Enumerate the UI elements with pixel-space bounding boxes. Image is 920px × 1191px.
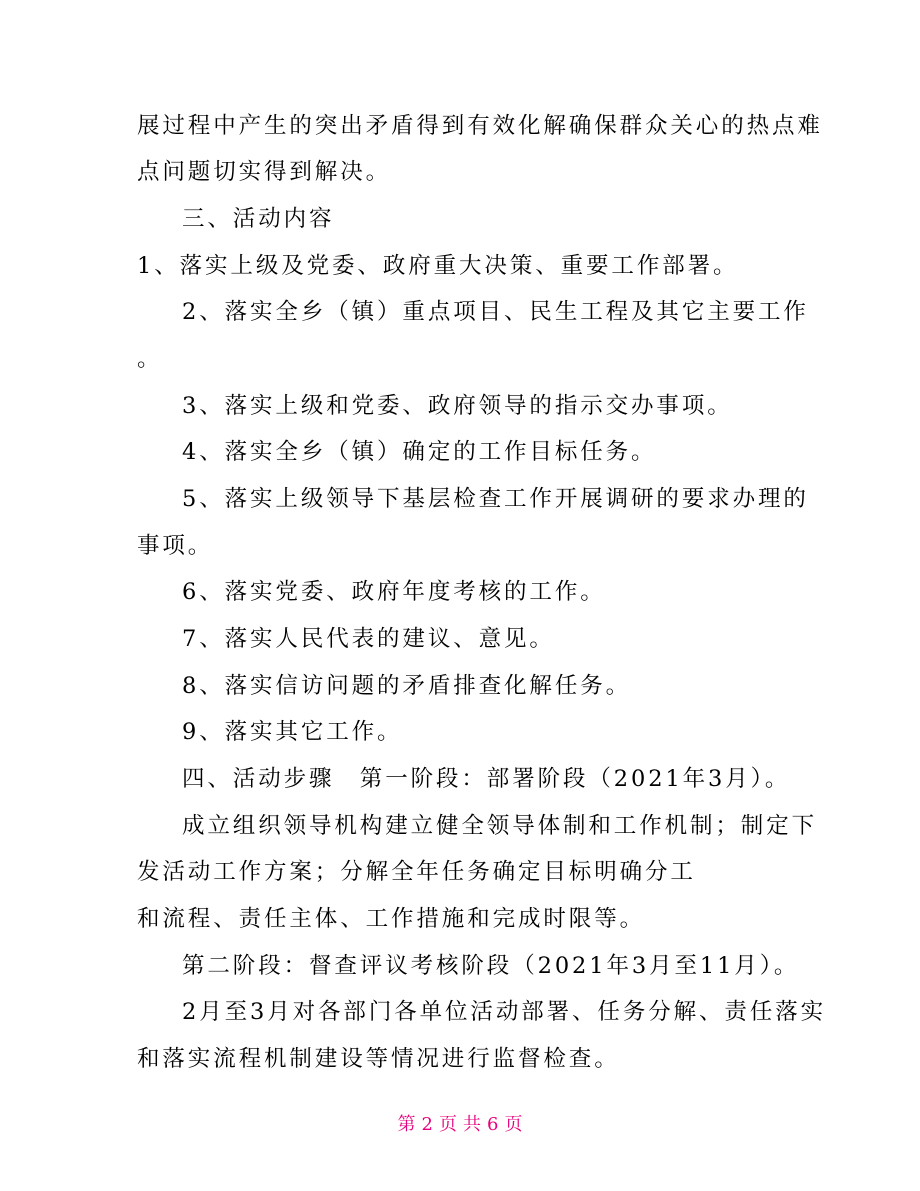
paragraph-line: 事项。 bbox=[137, 533, 214, 559]
paragraph-line: 第二阶段：督查评议考核阶段（2021年3月至11月）。 bbox=[182, 953, 800, 979]
paragraph-line: 。 bbox=[137, 346, 163, 372]
section-heading: 三、活动内容 bbox=[182, 206, 335, 232]
paragraph-line: 2月至3月对各部门各单位活动部署、任务分解、责任落实 bbox=[182, 999, 827, 1025]
section-heading: 四、活动步骤 第一阶段：部署阶段（2021年3月）。 bbox=[182, 766, 791, 792]
paragraph-line: 成立组织领导机构建立健全领导体制和工作机制；制定下 bbox=[182, 813, 818, 839]
footer-total-prefix: 共 bbox=[463, 1114, 481, 1135]
paragraph-line: 和流程、责任主体、工作措施和完成时限等。 bbox=[137, 906, 646, 932]
paragraph-line: 发活动工作方案；分解全年任务确定目标明确分工 bbox=[137, 859, 696, 885]
list-item: 6、落实党委、政府年度考核的工作。 bbox=[182, 579, 606, 605]
list-item: 2、落实全乡（镇）重点项目、民生工程及其它主要工作 bbox=[182, 299, 809, 325]
footer-page-label: 页 bbox=[439, 1114, 457, 1135]
list-item: 5、落实上级领导下基层检查工作开展调研的要求办理的 bbox=[182, 486, 809, 512]
footer-current-page: 2 bbox=[421, 1114, 433, 1135]
list-item: 9、落实其它工作。 bbox=[182, 719, 403, 745]
list-item: 8、落实信访问题的矛盾排查化解任务。 bbox=[182, 673, 632, 699]
paragraph-line: 展过程中产生的突出矛盾得到有效化解确保群众关心的热点难 bbox=[137, 113, 823, 139]
list-item: 3、落实上级和党委、政府领导的指示交办事项。 bbox=[182, 393, 733, 419]
paragraph-line: 点问题切实得到解决。 bbox=[137, 159, 392, 185]
list-item: 4、落实全乡（镇）确定的工作目标任务。 bbox=[182, 439, 657, 465]
page-footer bbox=[0, 1110, 920, 1136]
list-item: 1、落实上级及党委、政府重大决策、重要工作部署。 bbox=[137, 253, 739, 279]
footer-total-pages: 6 bbox=[487, 1114, 499, 1135]
paragraph-line: 和落实流程机制建设等情况进行监督检查。 bbox=[137, 1046, 620, 1072]
footer-prefix: 第 bbox=[397, 1114, 416, 1135]
footer-total-label: 页 bbox=[504, 1114, 523, 1135]
list-item: 7、落实人民代表的建议、意见。 bbox=[182, 626, 555, 652]
